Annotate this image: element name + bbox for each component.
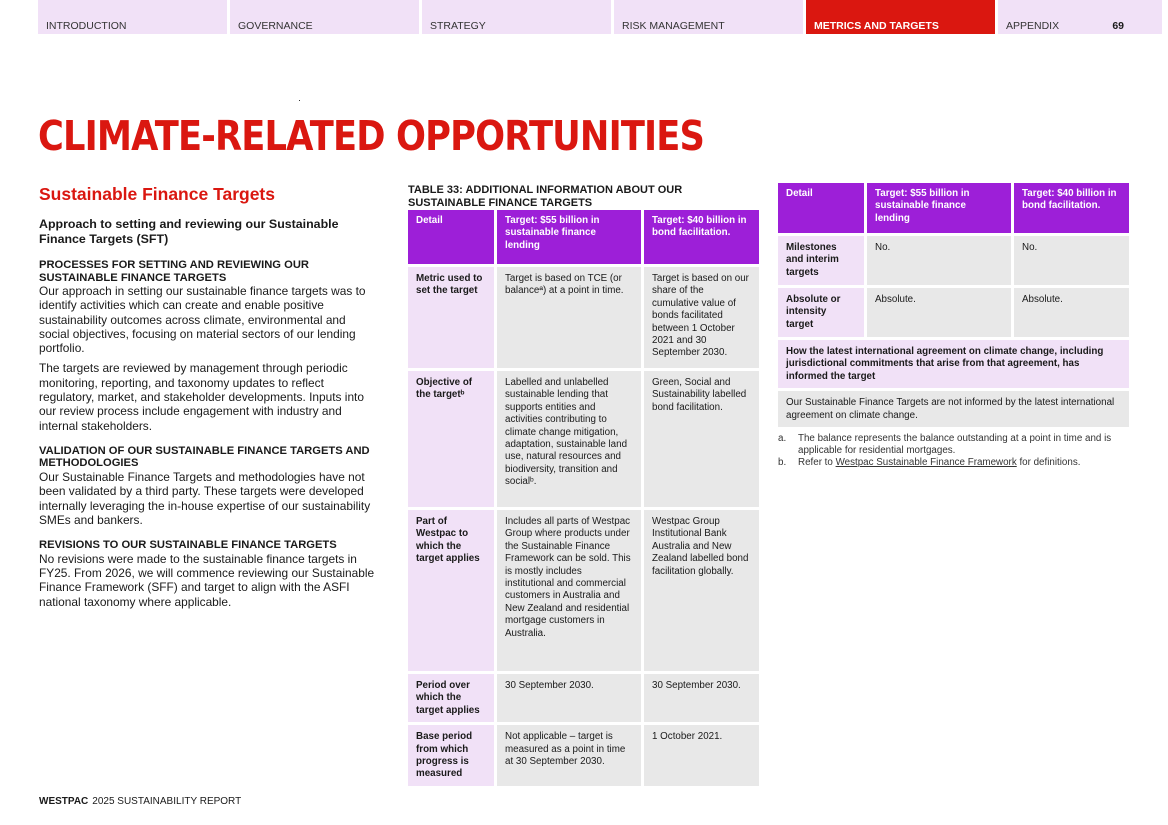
table-33 — [405, 207, 762, 789]
tab-introduction[interactable]: INTRODUCTION — [38, 0, 227, 34]
footnote-suffix: for definitions. — [1016, 457, 1081, 468]
agreement-answer: Our Sustainable Finance Targets are not informed by the latest international agreement on climate change. — [778, 391, 1129, 427]
cell-bond: Absolute. — [1014, 288, 1129, 337]
row-label: Milestones and interim targets — [778, 236, 864, 285]
footnote-letter: a. — [778, 433, 787, 444]
table-header-row — [778, 183, 1129, 233]
cell-lending: Absolute. — [867, 288, 1011, 337]
revisions-paragraph: No revisions were made to the sustainable finance targets in FY25. From 2026, we will commence reviewing our Sustainable Finance Framework (SFF) and target to align with the ASFI national taxonomy where applicable. — [39, 551, 375, 609]
cell-bond: Green, Social and Sustainability labelled bond facilitation. — [644, 371, 759, 507]
revisions-title: REVISIONS TO OUR SUSTAINABLE FINANCE TARGETS — [39, 539, 337, 552]
footnote-b — [778, 457, 1128, 469]
footer-report: 2025 SUSTAINABILITY REPORT — [92, 796, 242, 807]
row-label: Metric used to set the target — [408, 267, 494, 368]
cell-bond: Target is based on our share of the cumulative value of bonds facilitated between 1 October 2021 and 30 September 2030. — [644, 267, 759, 368]
header-lending-target: Target: $55 billion in sustainable finance lending — [497, 210, 641, 264]
left-column — [39, 183, 375, 615]
cell-lending: Not applicable – target is measured as a point in time at 30 September 2030. — [497, 725, 641, 786]
tab-metrics-and-targets[interactable]: METRICS AND TARGETS — [806, 0, 995, 34]
row-label: Part of Westpac to which the target applies — [408, 510, 494, 671]
table-row — [408, 510, 759, 671]
footer-brand: WESTPAC — [39, 796, 89, 807]
tab-appendix-label: APPENDIX — [1006, 20, 1060, 32]
footnote-a — [778, 433, 1128, 456]
row-label: Absolute or intensity target — [778, 288, 864, 337]
processes-paragraph-1: Our approach in setting our sustainable finance targets was to identify activities which can create and enable positive sustainability outcomes across climate, environmental and social objectives, focusing on material sectors of our lending portfolio. — [39, 284, 366, 356]
validation-paragraph: Our Sustainable Finance Targets and methodologies have not been validated by a third party. These targets were developed internally leveraging the in-house expertise of our sustainability SMEs and bankers. — [39, 469, 371, 527]
footnote-prefix: Refer to — [798, 457, 836, 468]
table-row — [408, 674, 759, 722]
header-lending-target: Target: $55 billion in sustainable finance lending — [867, 183, 1011, 233]
agreement-question: How the latest international agreement on climate change, including jurisdictional commitments that arise from that agreement, has informed the target — [778, 340, 1129, 388]
cell-lending: 30 September 2030. — [497, 674, 641, 722]
header-bond-target: Target: $40 billion in bond facilitation. — [1014, 183, 1129, 233]
row-label: Base period from which progress is measured — [408, 725, 494, 786]
table-row — [408, 371, 759, 507]
footnote-text — [798, 457, 1080, 469]
row-label: Period over which the target applies — [408, 674, 494, 722]
section-subheading: Approach to setting and reviewing our Sustainable Finance Targets (SFT) — [39, 217, 339, 246]
cell-bond: Westpac Group Institutional Bank Australia and New Zealand labelled bond facilitation globally. — [644, 510, 759, 671]
section-heading: Sustainable Finance Targets — [39, 184, 275, 204]
cell-lending: Target is based on TCE (or balanceª) at a point in time. — [497, 267, 641, 368]
table-header-row — [408, 210, 759, 264]
footer — [39, 796, 241, 807]
footnote-letter: b. — [778, 457, 787, 468]
cell-lending: Labelled and unlabelled sustainable lending that supports entities and activities contributing to climate change mitigation, adaptation, sustainable land use, natural resources and biodiversity, transition and socialᵇ. — [497, 371, 641, 507]
footnotes — [778, 433, 1128, 470]
processes-section — [39, 259, 375, 433]
tab-appendix[interactable] — [998, 0, 1162, 34]
revisions-section — [39, 539, 375, 609]
table-33-continued — [775, 180, 1132, 430]
tab-governance[interactable]: GOVERNANCE — [230, 0, 419, 34]
page-title: CLIMATE-RELATED OPPORTUNITIES — [38, 112, 705, 160]
tab-strategy[interactable]: STRATEGY — [422, 0, 611, 34]
table-row — [408, 725, 759, 786]
header-detail: Detail — [408, 210, 494, 264]
table-row — [778, 340, 1129, 388]
table-row — [408, 267, 759, 368]
processes-paragraph-2: The targets are reviewed by management through periodic monitoring, reporting, and taxonomy updates to reflect regulatory, market, and stakeholder developments. Inputs into our review process include engagement with industry and internal stakeholders. — [39, 361, 364, 433]
cell-lending: Includes all parts of Westpac Group where products under the Sustainable Finance Framework can be sold. This is mostly includes institutional and commercial customers in Australia and New Zealand and residential mortgage customers in Australia. — [497, 510, 641, 671]
table-33-caption: TABLE 33: ADDITIONAL INFORMATION ABOUT OUR SUSTAINABLE FINANCE TARGETS — [408, 184, 683, 209]
table-row — [778, 391, 1129, 427]
row-label: Objective of the targetᵇ — [408, 371, 494, 507]
decorative-dot — [299, 100, 300, 101]
table-row — [778, 288, 1129, 337]
table-row — [778, 236, 1129, 285]
cell-bond: 1 October 2021. — [644, 725, 759, 786]
cell-lending: No. — [867, 236, 1011, 285]
cell-bond: No. — [1014, 236, 1129, 285]
framework-link[interactable]: Westpac Sustainable Finance Framework — [835, 457, 1017, 468]
header-detail: Detail — [778, 183, 864, 233]
footnote-text: The balance represents the balance outstanding at a point in time and is applicable for residential mortgages. — [798, 433, 1112, 456]
processes-title: PROCESSES FOR SETTING AND REVIEWING OUR SUSTAINABLE FINANCE TARGETS — [39, 259, 309, 284]
tab-risk-management[interactable]: RISK MANAGEMENT — [614, 0, 803, 34]
header-bond-target: Target: $40 billion in bond facilitation. — [644, 210, 759, 264]
top-nav — [38, 0, 1168, 34]
validation-title: VALIDATION OF OUR SUSTAINABLE FINANCE TARGETS AND METHODOLOGIES — [39, 444, 370, 470]
validation-section — [39, 445, 375, 527]
page-number: 69 — [1112, 20, 1124, 32]
cell-bond: 30 September 2030. — [644, 674, 759, 722]
